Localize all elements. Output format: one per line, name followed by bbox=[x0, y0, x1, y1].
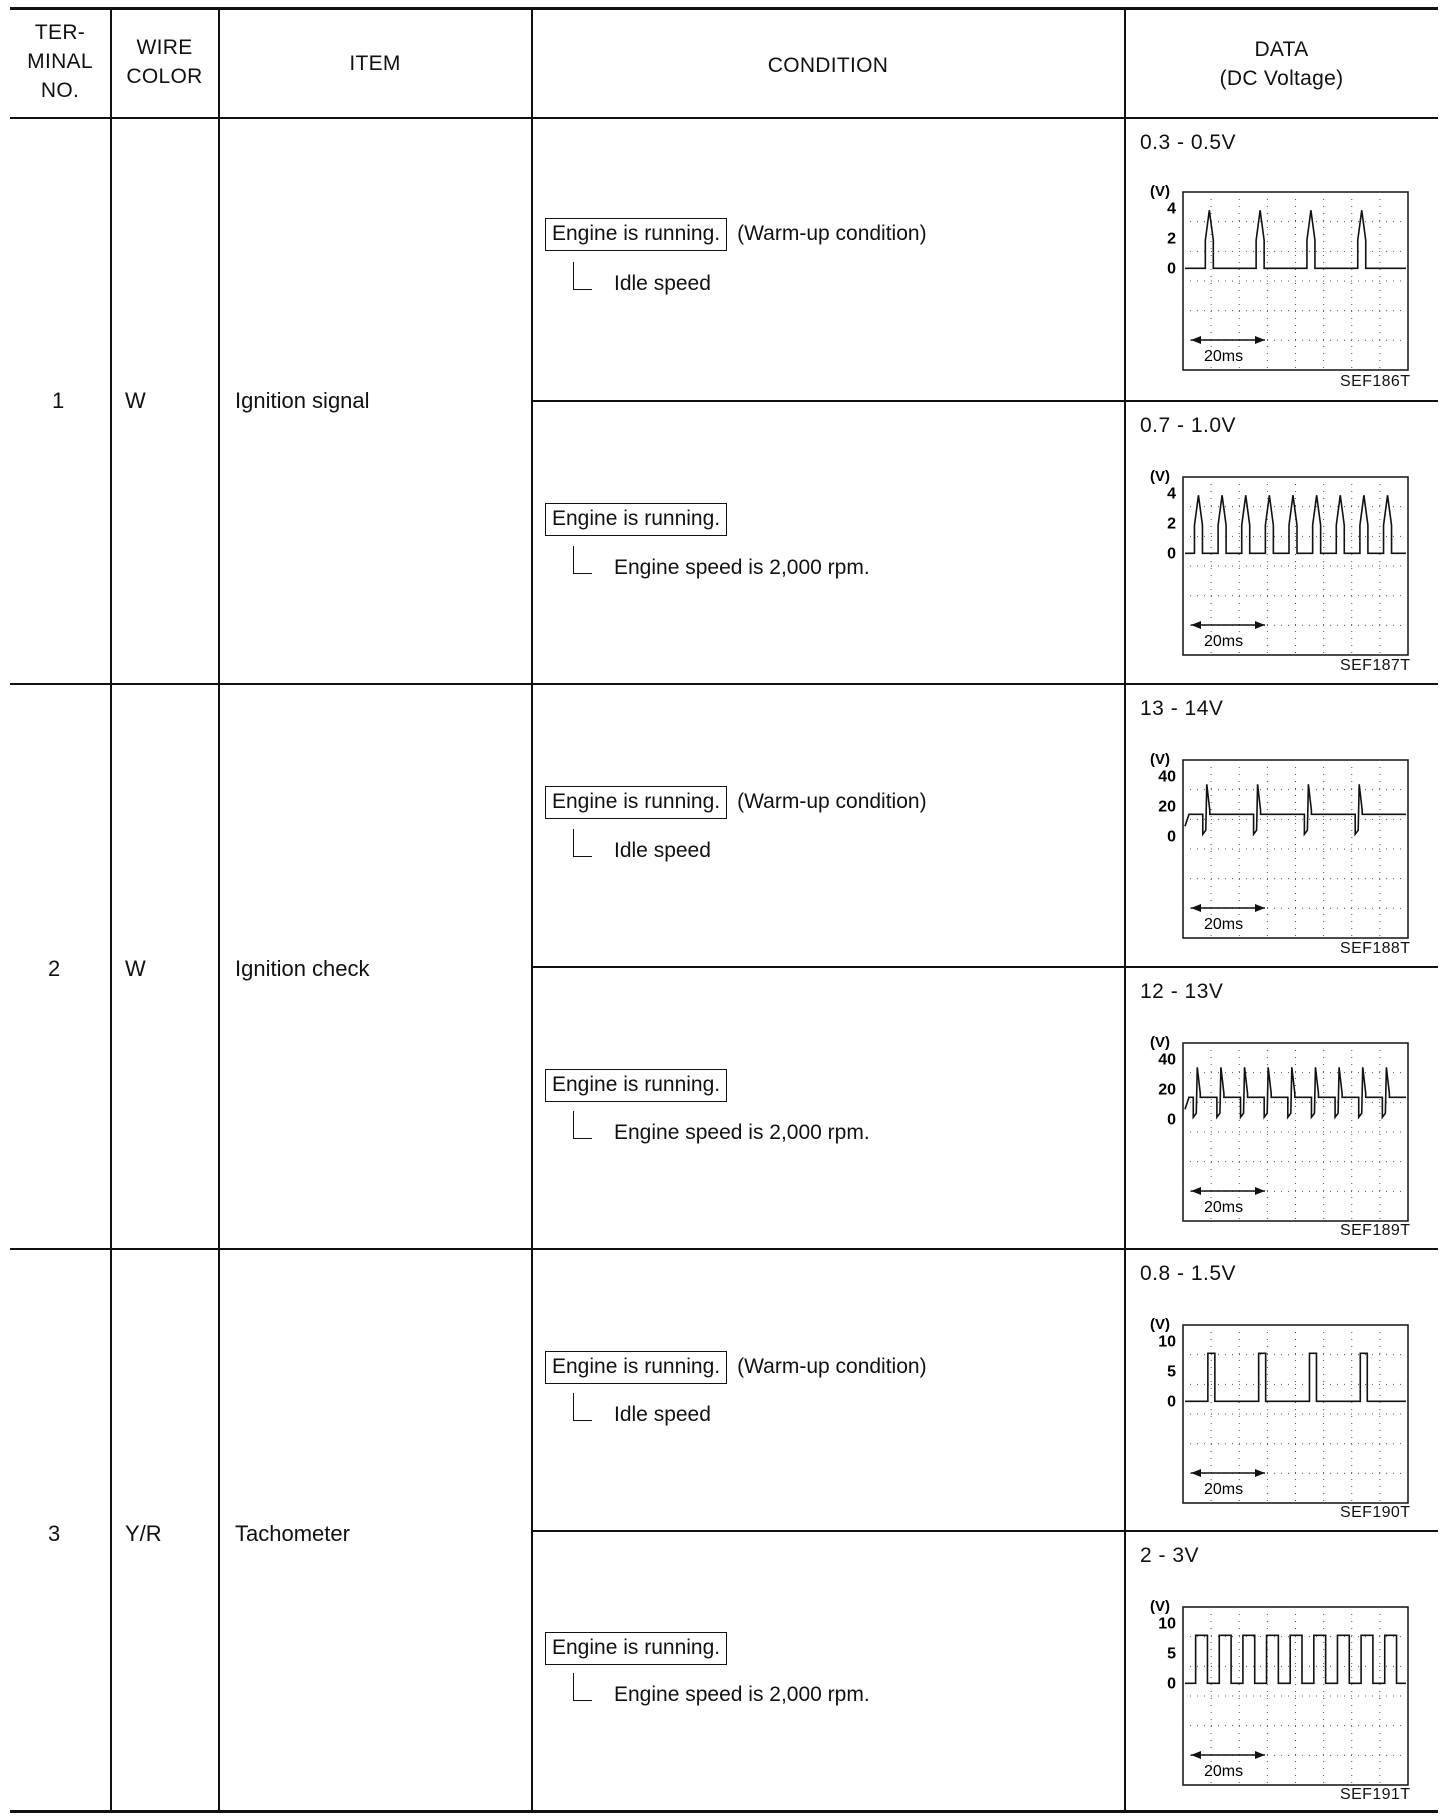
item-name: Ignition signal bbox=[235, 388, 370, 413]
time-label: 20ms bbox=[1204, 1199, 1244, 1216]
voltage-range: 12 - 13V bbox=[1140, 980, 1224, 1003]
sub-bracket bbox=[573, 1673, 592, 1701]
axis-unit: (V) bbox=[1150, 183, 1170, 200]
axis-tick-label: 40 bbox=[1158, 1051, 1176, 1069]
axis-tick-label: 4 bbox=[1167, 485, 1176, 503]
axis-tick-label: 40 bbox=[1158, 768, 1176, 786]
condition-state bbox=[545, 1069, 727, 1102]
oscilloscope-waveform bbox=[1140, 455, 1430, 675]
wire-color: Y/R bbox=[125, 1521, 162, 1546]
row1-bottom-rule bbox=[10, 683, 1438, 685]
time-arrow-head-right bbox=[1255, 1187, 1265, 1195]
condition-state bbox=[545, 503, 727, 536]
waveform-trace bbox=[1185, 1067, 1406, 1117]
state-box: Engine is running. bbox=[545, 503, 727, 536]
condition-state bbox=[545, 786, 927, 819]
axis-tick-label: 4 bbox=[1167, 200, 1176, 218]
figure-code: SEF187T bbox=[1340, 657, 1411, 674]
axis-unit: (V) bbox=[1150, 751, 1170, 768]
axis-tick-label: 0 bbox=[1167, 545, 1176, 563]
axis-tick-label: 5 bbox=[1167, 1645, 1176, 1663]
voltage-range: 0.8 - 1.5V bbox=[1140, 1262, 1237, 1285]
condition-state bbox=[545, 1351, 927, 1384]
state-extra: (Warm-up condition) bbox=[737, 1355, 927, 1378]
sub-bracket bbox=[573, 546, 592, 574]
row1-split-rule bbox=[532, 400, 1438, 402]
time-label: 20ms bbox=[1204, 633, 1244, 650]
terminal-number: 1 bbox=[52, 388, 65, 413]
figure-code: SEF189T bbox=[1340, 1222, 1411, 1239]
axis-tick-label: 10 bbox=[1158, 1615, 1176, 1633]
waveform-trace bbox=[1185, 210, 1406, 268]
time-arrow-head-left bbox=[1191, 904, 1201, 912]
time-label: 20ms bbox=[1204, 916, 1244, 933]
row2-split-rule bbox=[532, 966, 1438, 968]
item-name: Tachometer bbox=[235, 1521, 350, 1546]
axis-unit: (V) bbox=[1150, 468, 1170, 485]
state-box: Engine is running. bbox=[545, 218, 727, 251]
col-rule-2 bbox=[218, 7, 220, 1812]
terminal-number: 2 bbox=[48, 956, 61, 981]
time-arrow-head-right bbox=[1255, 621, 1265, 629]
time-arrow-head-left bbox=[1191, 621, 1201, 629]
state-box: Engine is running. bbox=[545, 786, 727, 819]
sub-bracket bbox=[573, 829, 592, 857]
axis-tick-label: 2 bbox=[1167, 515, 1176, 533]
axis-tick-label: 20 bbox=[1158, 1081, 1176, 1099]
axis-tick-label: 0 bbox=[1167, 1111, 1176, 1129]
oscilloscope-waveform bbox=[1140, 1585, 1430, 1805]
header-item: ITEM bbox=[349, 52, 401, 75]
state-box: Engine is running. bbox=[545, 1632, 727, 1665]
axis-unit: (V) bbox=[1150, 1034, 1170, 1051]
terminal-number: 3 bbox=[48, 1521, 61, 1546]
header-terminal-no: TER- MINAL NO. bbox=[27, 21, 93, 102]
axis-tick-label: 5 bbox=[1167, 1363, 1176, 1381]
voltage-range: 0.3 - 0.5V bbox=[1140, 131, 1237, 154]
figure-code: SEF191T bbox=[1340, 1786, 1411, 1803]
time-arrow-head-right bbox=[1255, 904, 1265, 912]
waveform-trace bbox=[1185, 495, 1406, 553]
table-top-rule bbox=[10, 7, 1438, 10]
item-name: Ignition check bbox=[235, 956, 370, 981]
oscilloscope-waveform bbox=[1140, 738, 1430, 958]
time-arrow-head-right bbox=[1255, 1469, 1265, 1477]
time-arrow-head-left bbox=[1191, 336, 1201, 344]
axis-tick-label: 20 bbox=[1158, 798, 1176, 816]
axis-tick-label: 10 bbox=[1158, 1333, 1176, 1351]
time-arrow-head-left bbox=[1191, 1469, 1201, 1477]
voltage-range: 13 - 14V bbox=[1140, 697, 1224, 720]
header-bottom-rule bbox=[10, 117, 1438, 119]
header-data: DATA (DC Voltage) bbox=[1219, 38, 1344, 90]
state-box: Engine is running. bbox=[545, 1069, 727, 1102]
sub-bracket bbox=[573, 262, 592, 290]
col-rule-1 bbox=[110, 7, 112, 1812]
state-extra: (Warm-up condition) bbox=[737, 790, 927, 813]
wire-color: W bbox=[125, 388, 146, 413]
figure-code: SEF188T bbox=[1340, 940, 1411, 957]
time-arrow-head-left bbox=[1191, 1751, 1201, 1759]
time-arrow-head-left bbox=[1191, 1187, 1201, 1195]
time-label: 20ms bbox=[1204, 348, 1244, 365]
axis-tick-label: 0 bbox=[1167, 1393, 1176, 1411]
oscilloscope-waveform bbox=[1140, 1021, 1430, 1241]
sub-bracket bbox=[573, 1393, 592, 1421]
axis-tick-label: 0 bbox=[1167, 828, 1176, 846]
condition-state bbox=[545, 218, 927, 251]
oscilloscope-waveform bbox=[1140, 1303, 1430, 1523]
condition-state bbox=[545, 1632, 727, 1665]
axis-tick-label: 2 bbox=[1167, 230, 1176, 248]
figure-code: SEF186T bbox=[1340, 373, 1411, 390]
header-condition: CONDITION bbox=[767, 54, 889, 77]
row2-bottom-rule bbox=[10, 1248, 1438, 1250]
axis-tick-label: 0 bbox=[1167, 1675, 1176, 1693]
figure-code: SEF190T bbox=[1340, 1504, 1411, 1521]
row3-split-rule bbox=[532, 1530, 1438, 1532]
col-rule-3 bbox=[531, 7, 533, 1812]
time-label: 20ms bbox=[1204, 1481, 1244, 1498]
time-arrow-head-right bbox=[1255, 336, 1265, 344]
col-rule-4 bbox=[1124, 7, 1126, 1812]
state-extra: (Warm-up condition) bbox=[737, 222, 927, 245]
voltage-range: 2 - 3V bbox=[1140, 1544, 1200, 1567]
sub-bracket bbox=[573, 1111, 592, 1139]
header-wire-color: WIRE COLOR bbox=[126, 36, 203, 88]
table-bottom-rule bbox=[10, 1810, 1438, 1813]
time-arrow-head-right bbox=[1255, 1751, 1265, 1759]
oscilloscope-waveform bbox=[1140, 170, 1430, 390]
time-label: 20ms bbox=[1204, 1763, 1244, 1780]
axis-unit: (V) bbox=[1150, 1598, 1170, 1615]
axis-unit: (V) bbox=[1150, 1316, 1170, 1333]
state-box: Engine is running. bbox=[545, 1351, 727, 1384]
axis-tick-label: 0 bbox=[1167, 260, 1176, 278]
wire-color: W bbox=[125, 956, 146, 981]
voltage-range: 0.7 - 1.0V bbox=[1140, 414, 1237, 437]
